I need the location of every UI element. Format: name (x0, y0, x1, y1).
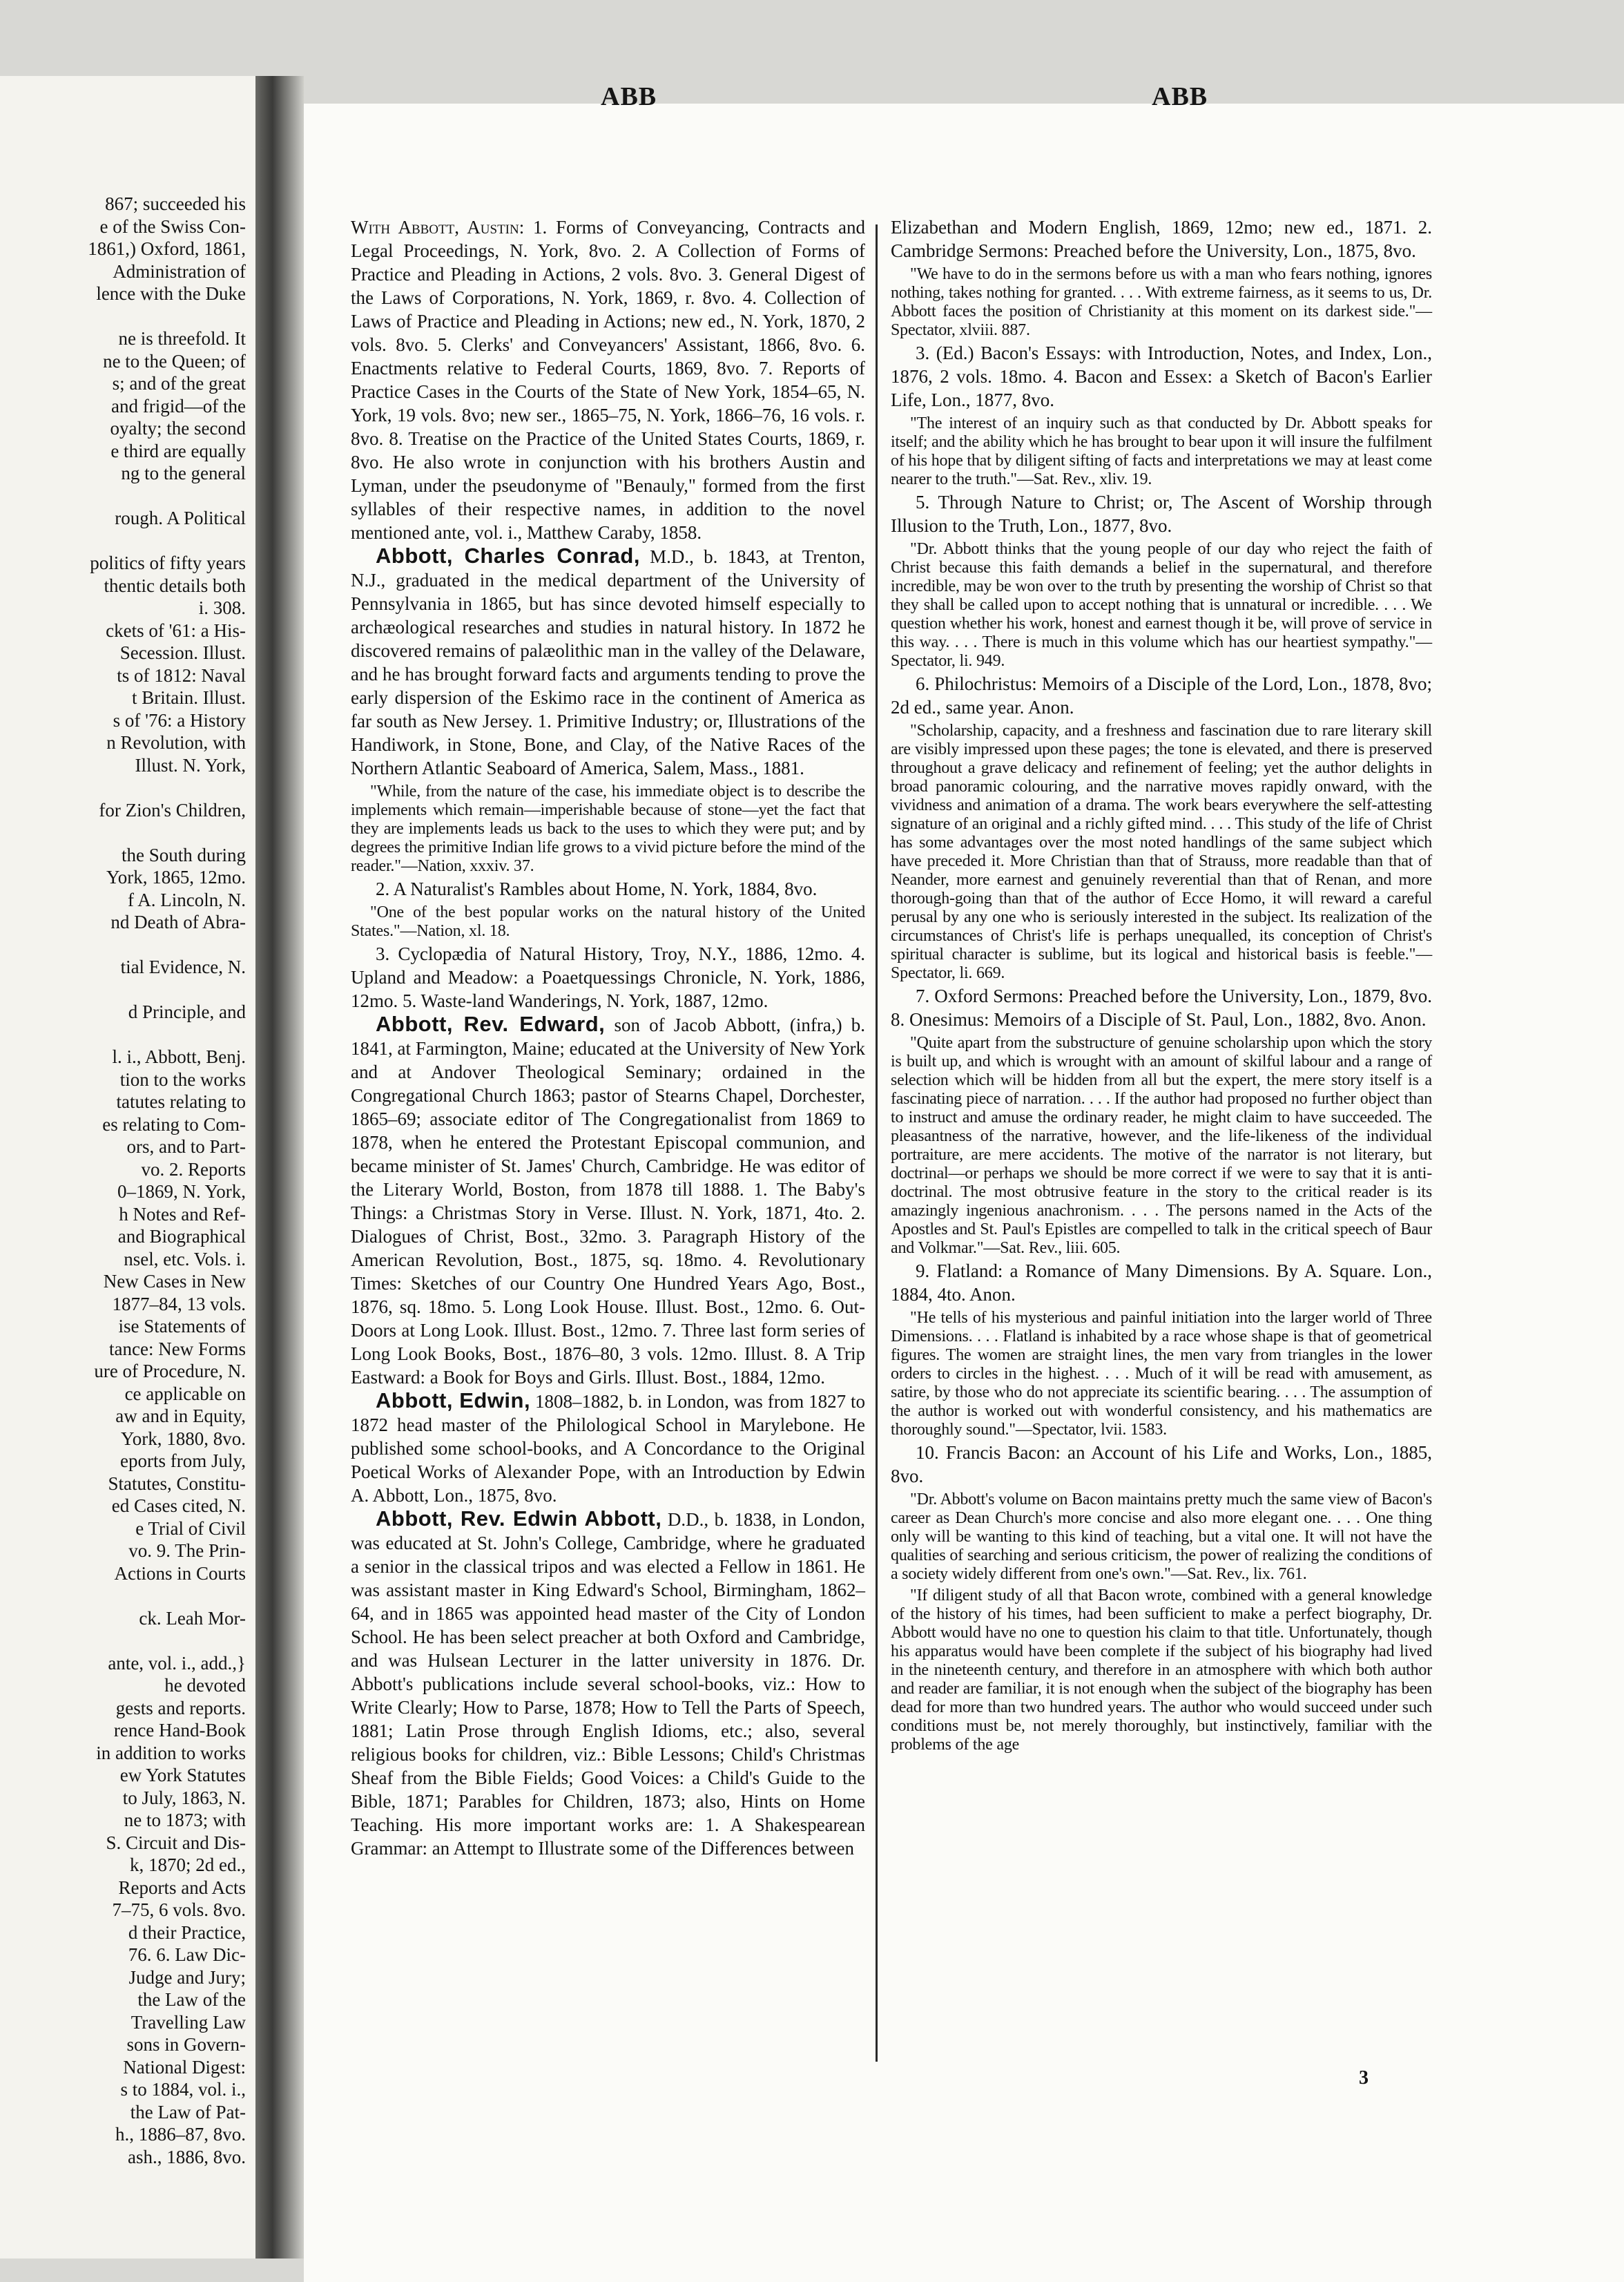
page-number: 3 (1359, 2067, 1369, 2089)
fragment-line: aw and in Equity, (115, 1406, 246, 1426)
fragment-line: es relating to Com- (102, 1113, 246, 1135)
running-header-left: ABB (601, 82, 657, 111)
fragment-line: k, 1870; 2d ed., (130, 1854, 246, 1875)
fragment-line: lence with the Duke (96, 283, 246, 304)
left-column (351, 215, 865, 1860)
fragment-line: ors, and to Part- (126, 1136, 246, 1157)
fragment-line: 0–1869, N. York, (117, 1181, 246, 1202)
fragment-line: h., 1886–87, 8vo. (115, 2124, 246, 2145)
fragment-line: vo. 2. Reports (141, 1158, 246, 1180)
fragment-line: he devoted (164, 1675, 246, 1696)
fragment-line: ise Statements of (118, 1316, 246, 1336)
fragment-line: e third are equally (110, 440, 246, 461)
fragment-line: ne to the Queen; of (103, 350, 246, 372)
review-quote: "Scholarship, capacity, and a freshness and fascination due to rare literary skill are visibly impressed upon these pages; the tone is elevated, and there is preserved throughout a grave delicacy and refinement of feeling; yet the author delights in broad panoramic colouring, and the narrative moves rapidly onward, with the vividness and animation of a drama. The work bears everywhere the self-attesting signature of an original and a richly gifted mind. . . . This study of the life of Christ has some advantages over the most noted handlings of the same subject which have preceded it. More Christian than that of Strauss, more readable than that of Neander, more earnest and genuinely reverential than that of Renan, and more thorough-going than that of the author of Ecce Homo, it will reward a careful perusal by any one who is seriously interested in the subject. Its realization of the circumstances of Christ's life is perhaps unequalled, its conception of Christ's spiritual character is sublime, but its logical and historical basis is feeble."—Spectator, li. 669. (891, 722, 1432, 982)
fragment-line: nsel, etc. Vols. i. (124, 1248, 246, 1269)
review-quote: "We have to do in the sermons before us with a man who fears nothing, ignores nothing, takes nothing for granted. . . . With extreme fairness, as it seems to us, Dr. Abbott faces the position of Christianity at this moment on its darkest side."—Spectator, xlviii. 887. (891, 265, 1432, 339)
entry-abbott-rev-edwin-abbott: Abbott, Rev. Edwin Abbott, D.D., b. 1838, in London, was educated at St. John's College, Cambridge, where he graduated a senior in the classical tripos and was elected a Fellow in 1861. He was assistant master in King Edward's School, Birmingham, 1862–64, and in 1865 was appointed head master of the City of London School. He has been select preacher at both Oxford and Cambridge, and was Hulsean Lecturer in the latter university in 1876. Dr. Abbott's publications include several school-books, viz.: How to Write Clearly; How to Parse, 1878; How to Tell the Parts of Speech, 1881; Latin Prose through English Idioms, etc.; also, several religious books for children, viz.: Bible Lessons; Child's Christmas Sheaf from the Bible Fields; Good Voices: a Child's Guide to the Bible, 1871; Parables for Children, 1873; also, Hints on Home Teaching. His more important works are: 1. A Shakespearean Grammar: an Attempt to Illustrate some of the Differences between (351, 1506, 865, 1859)
fragment-line: ash., 1886, 8vo. (128, 2146, 246, 2167)
fragment-line: f A. Lincoln, N. (128, 889, 246, 910)
fragment-line: National Digest: (123, 2056, 246, 2078)
running-header-right: ABB (1152, 82, 1208, 111)
fragment-line: the South during (122, 844, 246, 865)
fragment-line: 1877–84, 13 vols. (112, 1293, 246, 1314)
paragraph: 3. (Ed.) Bacon's Essays: with Introduction, Notes, and Index, Lon., 1876, 2 vols. 18mo. 4. Bacon and Essex: a Sketch of Bacon's Earlier Life, Lon., 1877, 8vo. (891, 343, 1432, 410)
fragment-line: ne is threefold. It (118, 328, 246, 349)
fragment-line: s to 1884, vol. i., (120, 2079, 246, 2100)
fragment-line: ce applicable on (124, 1383, 246, 1404)
entry-heading: Abbott, Rev. Edward, (376, 1012, 606, 1036)
fragment-line: d Principle, and (128, 1001, 246, 1022)
fragment-line: e of the Swiss Con- (99, 215, 246, 237)
fragment-line: to July, 1863, N. (122, 1787, 246, 1808)
paragraph: 5. Through Nature to Christ; or, The Ascent of Worship through Illusion to the Truth, Lon., 1877, 8vo. (891, 492, 1432, 536)
entry-heading: Abbott, Charles Conrad, (376, 544, 640, 568)
fragment-line: nd Death of Abra- (110, 912, 246, 932)
fragment-line: eports from July, (120, 1450, 246, 1471)
fragment-line: politics of fifty years (90, 553, 246, 573)
fragment-line: 7–75, 6 vols. 8vo. (112, 1899, 246, 1920)
fragment-line: Travelling Law (130, 2011, 246, 2033)
fragment-line: Secession. Illust. (119, 642, 246, 663)
fragment-line: s of '76: a History (113, 709, 246, 731)
fragment-line: 76. 6. Law Dic- (128, 1944, 246, 1965)
fragment-line: oyalty; the second (110, 418, 246, 439)
fragment-line: s; and of the great (112, 373, 246, 394)
paragraph: 10. Francis Bacon: an Account of his Life and Works, Lon., 1885, 8vo. (891, 1442, 1432, 1486)
fragment-line: York, 1880, 8vo. (120, 1428, 246, 1449)
entry-abbott-charles-conrad: Abbott, Charles Conrad, M.D., b. 1843, at Trenton, N.J., graduated in the medical department of the University of Pennsylvania in 1865, but has since devoted himself especially to archæological researches and studies in natural history. In 1872 he discovered remains of palæolithic man in the valley of the Delaware, and he has brought forward facts and arguments tending to prove the early dispersion of the Eskimo race in the continent of America as far south as New Jersey. 1. Primitive Industry; or, Illustrations of the Handiwork, in Stone, Bone, and Clay, of the Native Races of the Northern Atlantic Seaboard of America, Salem, Mass., 1881. (351, 544, 865, 778)
fragment-line: rough. A Political (115, 508, 246, 528)
column-rule (876, 224, 878, 2062)
fragment-line: Administration of (113, 260, 246, 282)
paragraph: 7. Oxford Sermons: Preached before the University, Lon., 1879, 8vo. 8. Onesimus: Memoirs of a Disciple of St. Paul, Lon., 1882, 8vo. Anon. (891, 986, 1432, 1030)
fragment-line: 1861,) Oxford, 1861, (88, 238, 246, 259)
entry-abbott-rev-edward: Abbott, Rev. Edward, son of Jacob Abbott, (infra,) b. 1841, at Farmington, Maine; educated at the University of New York and at Andover Theological Seminary; ordained in the Congregational Church 1863; pastor of Stearns Chapel, Dorchester, 1865–69; associate editor of The Congregationalist from 1869 to 1878, when he entered the Protestant Episcopal communion, and became minister of St. James' Church, Cambridge. He was editor of the Literary World, Boston, from 1878 till 1888. 1. The Baby's Things: a Christmas Story in Verse. Illust. N. York, 1871, 4to. 2. Dialogues of Christ, Bost., 32mo. 3. Paragraph History of the American Revolution, Bost., 1875, sq. 18mo. 4. Revolutionary Times: Sketches of our Country One Hundred Years Ago, Bost., 1876, sq. 18mo. 5. Long Look House. Illust. Bost., 12mo. 6. Out-Doors at Long Look. Illust. Bost., 12mo. 7. Three last form series of Long Look Books, Bost., 1876–80, 3 vols. 12mo. Illust. 8. A Trip Eastward: a Book for Boys and Girls. Illust. Bost., 1884, 12mo. (351, 1012, 865, 1388)
cross-reference: With Abbott, Austin: (351, 217, 525, 238)
fragment-line: ck. Leah Mor- (139, 1607, 246, 1629)
fragment-line: ed Cases cited, N. (111, 1495, 246, 1516)
fragment-line: e Trial of Civil (135, 1517, 246, 1539)
fragment-line: 867; succeeded his (105, 193, 246, 214)
fragment-line: New Cases in New (103, 1271, 246, 1292)
fragment-line: ante, vol. i., add.,} (108, 1652, 246, 1674)
fragment-line: Statutes, Constitu- (108, 1473, 246, 1494)
fragment-line: t Britain. Illust. (132, 687, 246, 708)
fragment-line: l. i., Abbott, Benj. (112, 1046, 246, 1067)
fragment-line: and Biographical (117, 1226, 246, 1247)
fragment-line: gests and reports. (115, 1697, 246, 1718)
fragment-line: ure of Procedure, N. (94, 1361, 246, 1381)
fragment-line: Reports and Acts (118, 1877, 246, 1898)
review-quote: "Quite apart from the substructure of genuine scholarship upon which the story is built up, and which is wrought with an amount of skilful labour and a range of selection which will be hidden from all but the expert, the mere story itself is a fascinating piece of narration. . . . If the author had proposed no further object than to instruct and amuse the ordinary reader, he might claim to have succeeded. The pleasantness of the narrative, however, and the life-likeness of the individual portraiture, are mere accidents. The motive of the narrator is not literary, but doctrinal—or perhaps we should be more correct if we were to say that it is anti-doctrinal. The most obtrusive feature in the story to the critical reader is its amazingly ingenious anachronism. . . . The persons named in the Acts of the Apostles and St. Paul's Epistles are compelled to talk in the critical speech of Baur and Volkmar."—Sat. Rev., liii. 605. (891, 1034, 1432, 1257)
fragment-line: tatutes relating to (116, 1091, 246, 1112)
fragment-line: S. Circuit and Dis- (106, 1832, 246, 1853)
fragment-line: rence Hand-Book (113, 1720, 246, 1741)
fragment-line: tance: New Forms (109, 1338, 246, 1359)
fragment-line: for Zion's Children, (99, 799, 246, 821)
paragraph: 6. Philochristus: Memoirs of a Disciple of the Lord, Lon., 1878, 8vo; 2d ed., same year. Anon. (891, 673, 1432, 718)
review-quote: "If diligent study of all that Bacon wrote, combined with a general knowledge of the history of his times, had been sufficient to make a perfect biography, Dr. Abbott would have no one to question his claim to that title. Unfortunately, though his apparatus would have been complete if the subject of his biography had lived in the nineteenth century, and therefore in an atmosphere with which both author and reader are familiar, it is not enough when the subject of the biography has been dead for more than two hundred years. The author who would succeed under such conditions must be, not merely thoroughly, but instinctively, familiar with the problems of the age (891, 1586, 1432, 1754)
fragment-line: the Law of the (137, 1989, 246, 2010)
fragment-line: d their Practice, (128, 1921, 246, 1943)
review-quote: "The interest of an inquiry such as that conducted by Dr. Abbott speaks for itself; and the ability which he has brought to bear upon it will insure the fulfilment of his hope that by diligent sifting of facts and interpretations we may at least come nearer to the truth."—Sat. Rev., xliv. 19. (891, 414, 1432, 488)
fragment-line: h Notes and Ref- (119, 1203, 246, 1225)
fragment-line: Illust. N. York, (135, 754, 246, 776)
fragment-line: and frigid—of the (111, 395, 246, 416)
paragraph: 2. A Naturalist's Rambles about Home, N. York, 1884, 8vo. (376, 879, 818, 899)
fragment-line: thentic details both (104, 575, 246, 596)
paragraph: Elizabethan and Modern English, 1869, 12mo; new ed., 1871. 2. Cambridge Sermons: Preached before the University, Lon., 1875, 8vo. (891, 217, 1432, 261)
fragment-line: ng to the general (121, 463, 246, 483)
review-quote: "One of the best popular works on the natural history of the United States."—Nation, xl. 18. (351, 903, 865, 940)
book-gutter (255, 76, 304, 2259)
fragment-line: n Revolution, with (106, 732, 246, 753)
paragraph: 3. Cyclopædia of Natural History, Troy, N.Y., 1886, 12mo. 4. Upland and Meadow: a Poaetquessings Chronicle, N. York, 1886, 12mo. 5. Waste-land Wanderings, N. York, 1887, 12mo. (351, 943, 865, 1011)
fragment-line: i. 308. (198, 597, 246, 618)
review-quote: "Dr. Abbott thinks that the young people of our day who reject the faith of Christ because this faith demands a belief in the supernatural, and therefore incredible, may be won over to the truth by presenting the worship of Christ so that they shall be called upon to accept nothing that is unnatural or incredible. . . . We question whether his work, honest and earnest though it be, will prove of service in this way. . . . There is much in this volume which has our heartiest sympathy."—Spectator, li. 949. (891, 540, 1432, 670)
fragment-line: tion to the works (119, 1068, 246, 1090)
entry-heading: Abbott, Rev. Edwin Abbott, (376, 1506, 662, 1531)
fragment-line: sons in Govern- (126, 2034, 246, 2055)
fragment-line: ts of 1812: Naval (117, 664, 246, 686)
review-quote: "While, from the nature of the case, his immediate object is to describe the implements which remain—imperishable because of stone—yet the fact that they are implements leads us back to the uses to which they were put; and by degrees the primitive Indian life grows to a vivid picture before the mind of the reader."—Nation, xxxiv. 37. (351, 783, 865, 875)
entry-heading: Abbott, Edwin, (376, 1388, 531, 1412)
fragment-line: ew York Statutes (119, 1765, 246, 1785)
fragment-line: ne to 1873; with (124, 1810, 246, 1830)
fragment-line: in addition to works (96, 1742, 246, 1763)
paragraph: With Abbott, Austin: 1. Forms of Conveyancing, Contracts and Legal Proceedings, N. York, 8vo. 2. A Collection of Forms of Practice and Pleading in Actions, 2 vols. 8vo. 3. General Digest of the Laws of Corporations, N. York, 1869, r. 8vo. 4. Collection of Laws of Practice and Pleading in Actions; new ed., N. York, 1870, 2 vols. 8vo. 5. Clerks' and Conveyancers' Assistant, 1866, 8vo. 6. Enactments relative to Federal Courts, 1869, 8vo. 7. Reports of Practice Cases in the Courts of the State of New York, 1854–65, N. York, 19 vols. 8vo; new ser., 1865–75, N. York, 1866–76, 16 vols. r. 8vo. 8. Treatise on the Practice of the United States Courts, 1869, r. 8vo. He also wrote in conjunction with his brothers Austin and Lyman, under the pseudonyme of "Benauly," formed from the first syllables of their respective names, in addition to the novel mentioned ante, vol. i., Matthew Caraby, 1858. (351, 217, 865, 543)
fragment-line: York, 1865, 12mo. (106, 867, 246, 888)
fragment-line: vo. 9. The Prin- (128, 1540, 246, 1561)
review-quote: "Dr. Abbott's volume on Bacon maintains pretty much the same view of Bacon's career as Dean Church's more concise and also more elegant one. . . . One thing only will be wanting to this kind of teaching, but a vital one. It will not have the qualities of searching and serious criticism, the power of realizing the conditions of a society widely different from one's own."—Sat. Rev., lix. 761. (891, 1490, 1432, 1583)
fragment-line: ckets of '61: a His- (106, 620, 246, 641)
facing-page-fragment (0, 76, 255, 2259)
fragment-line: Judge and Jury; (128, 1966, 246, 1988)
right-column (891, 215, 1432, 1756)
fragment-line: Actions in Courts (114, 1562, 246, 1584)
review-quote: "He tells of his mysterious and painful initiation into the larger world of Three Dimensions. . . . Flatland is inhabited by a race whose shape is that of geometrical figures. The women are straight lines, the men vary from triangles in the lower orders to circles in the highest. . . . Much of it will be read with amusement, as satire, by those who do not appreciate its scientific bearing. . . . The assumption of the author is worked out with wonderful consistency, and his mathematics are thoroughly sound."—Spectator, lvii. 1583. (891, 1309, 1432, 1439)
fragment-line: tial Evidence, N. (120, 957, 246, 977)
entry-abbott-edwin: Abbott, Edwin, 1808–1882, b. in London, was from 1827 to 1872 head master of the Philological School in Marylebone. He published some school-books, and A Concordance to the Original Poetical Works of Alexander Pope, with an Introduction by Edwin A. Abbott, Lon., 1875, 8vo. (351, 1388, 865, 1506)
fragment-line: the Law of Pat- (130, 2101, 246, 2122)
paragraph: 9. Flatland: a Romance of Many Dimensions. By A. Square. Lon., 1884, 4to. Anon. (891, 1260, 1432, 1305)
